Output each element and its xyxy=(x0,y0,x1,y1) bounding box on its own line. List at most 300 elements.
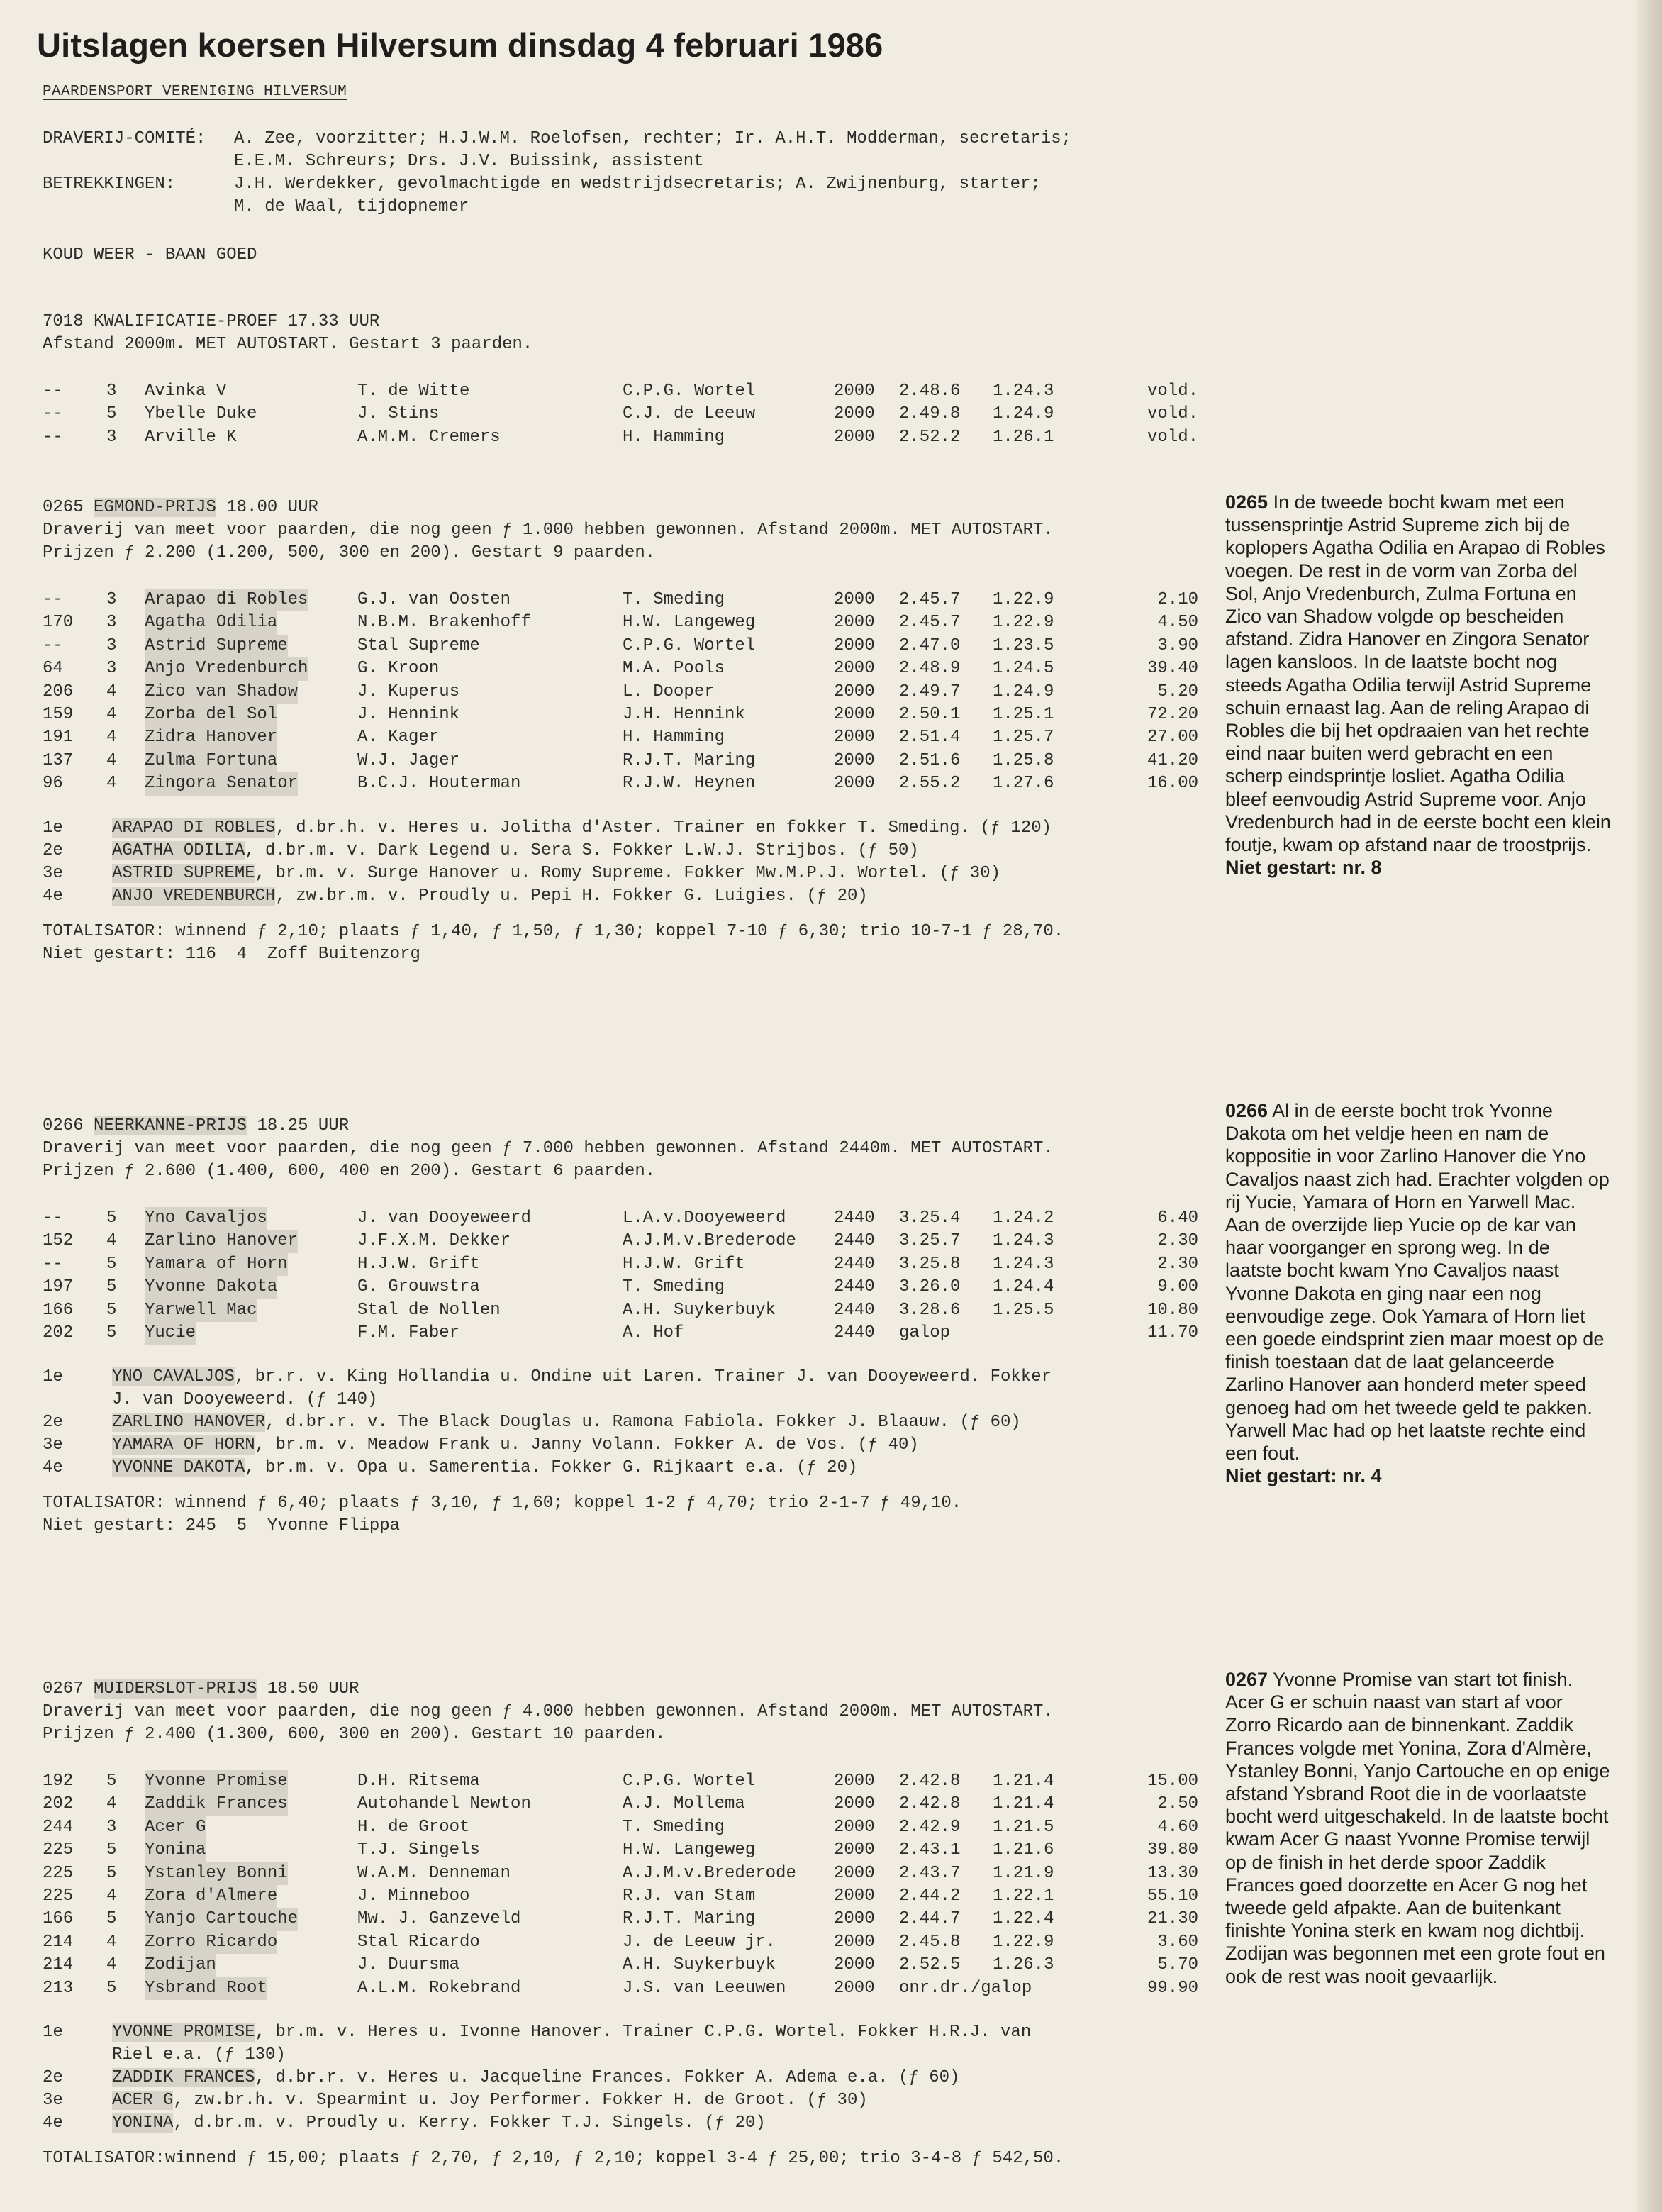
result-trainer: H. Hamming xyxy=(623,427,725,447)
result-horse: Ystanley Bonni xyxy=(145,1862,288,1885)
placing-text xyxy=(112,2112,1191,2135)
totalisator-line: TOTALISATOR:winnend ƒ 15,00; plaats ƒ 2,70, ƒ 2,10, ƒ 2,10; koppel 3-4 ƒ 25,00; trio 3-4-8 ƒ 542,50. xyxy=(43,2148,1064,2168)
result-row xyxy=(43,1322,1198,1345)
result-row xyxy=(43,772,1198,795)
committee-label: DRAVERIJ-COMITÉ: xyxy=(43,129,206,148)
placing-line xyxy=(43,2089,1191,2112)
race-conditions: Draverij van meet voor paarden, die nog geen ƒ 1.000 hebben gewonnen. Afstand 2000m. MET AUTOSTART. xyxy=(43,521,1054,540)
result-km: 1.26.1 xyxy=(993,427,1054,447)
weather-line: KOUD WEER - BAAN GOED xyxy=(43,245,257,265)
result-km: 1.22.9 xyxy=(993,590,1054,609)
comment-race-code: 0267 xyxy=(1225,1669,1268,1690)
placing-horse-name: ZARLINO HANOVER xyxy=(112,1413,266,1433)
result-km: 1.21.4 xyxy=(993,1772,1054,1791)
result-row xyxy=(43,1816,1198,1839)
placing-details: , zw.br.h. v. Spearmint u. Joy Performer. Fokker H. de Groot. (ƒ 30) xyxy=(173,2090,868,2110)
placing-line xyxy=(43,2112,1191,2135)
result-row xyxy=(43,681,1198,704)
result-dist: 2000 xyxy=(834,1840,875,1860)
result-driver: W.J. Jager xyxy=(357,750,460,770)
result-horse: Ybelle Duke xyxy=(145,404,257,424)
result-row xyxy=(43,1770,1198,1793)
result-nr: 159 xyxy=(43,704,74,724)
result-dist: 2000 xyxy=(834,659,875,679)
result-trainer: J.H. Hennink xyxy=(623,704,745,724)
result-driver: T. de Witte xyxy=(357,382,470,401)
result-horse: Yno Cavaljos xyxy=(145,1207,267,1230)
result-trainer: H. Hamming xyxy=(623,728,725,747)
result-age: 4 xyxy=(106,1955,117,1975)
result-time: 2.42.8 xyxy=(899,1772,961,1791)
result-time: 3.28.6 xyxy=(899,1300,961,1320)
result-nr: 191 xyxy=(43,728,74,747)
result-time: 3.26.0 xyxy=(899,1277,961,1297)
result-horse: Arapao di Robles xyxy=(145,589,308,611)
result-odds: 41.20 xyxy=(1147,750,1198,770)
result-km: 1.25.1 xyxy=(993,704,1054,724)
result-dist: 2000 xyxy=(834,1886,875,1906)
result-horse: Anjo Vredenburch xyxy=(145,657,308,680)
result-time: onr.dr./galop xyxy=(899,1978,1032,1998)
result-row xyxy=(43,1253,1198,1276)
result-km: 1.25.7 xyxy=(993,728,1054,747)
not-started-line: Niet gestart: 116 4 Zoff Buitenzorg xyxy=(43,944,420,964)
result-trainer: J. de Leeuw jr. xyxy=(623,1932,776,1952)
result-dist: 2000 xyxy=(834,1955,875,1975)
race-code: 0267 xyxy=(43,1679,84,1699)
result-horse: Yamara of Horn xyxy=(145,1253,288,1276)
race-conditions: Afstand 2000m. MET AUTOSTART. Gestart 3 paarden. xyxy=(43,335,533,354)
result-nr: -- xyxy=(43,427,63,447)
placing-horse-name: ANJO VREDENBURCH xyxy=(112,886,276,906)
placing-position: 1e xyxy=(43,818,63,838)
result-time: 2.52.2 xyxy=(899,427,961,447)
result-odds: 72.20 xyxy=(1147,704,1198,724)
result-nr: 166 xyxy=(43,1300,74,1320)
result-nr: 214 xyxy=(43,1955,74,1975)
placing-horse-name: YNO CAVALJOS xyxy=(112,1367,235,1387)
placing-details: , d.br.r. v. The Black Douglas u. Ramona Fabiola. Fokker J. Blaauw. (ƒ 60) xyxy=(265,1413,1021,1433)
result-horse: Zingora Senator xyxy=(145,772,298,795)
placing-line xyxy=(43,1366,1191,1411)
result-nr: -- xyxy=(43,1208,63,1228)
result-trainer: R.J.T. Maring xyxy=(623,1909,756,1929)
result-dist: 2000 xyxy=(834,590,875,609)
result-row xyxy=(43,1862,1198,1885)
result-trainer: C.P.G. Wortel xyxy=(623,1772,756,1791)
placing-text xyxy=(112,840,1191,862)
result-time: 2.55.2 xyxy=(899,774,961,794)
race-block xyxy=(43,311,1198,449)
placing-horse-name: ZADDIK FRANCES xyxy=(112,2067,255,2087)
race-time: 18.50 UUR xyxy=(267,1679,359,1699)
result-age: 3 xyxy=(106,613,117,633)
result-km: 1.24.3 xyxy=(993,1254,1054,1274)
result-horse: Ysbrand Root xyxy=(145,1977,267,2000)
result-row xyxy=(43,1793,1198,1816)
result-horse: Zarlino Hanover xyxy=(145,1230,298,1252)
result-age: 4 xyxy=(106,774,117,794)
result-time: 2.44.2 xyxy=(899,1886,961,1906)
result-horse: Yucie xyxy=(145,1322,196,1345)
result-trainer: A.H. Suykerbuyk xyxy=(623,1955,776,1975)
comment-text: Yvonne Promise van start tot finish. Acer G er schuin naast van start af voor Zorro Ricardo aan de binnenkant. Zaddik Frances volgde met Yonina, Zora d'Almère, Ystanley Bonni, Yanjo Cartouche en op enige afstand Ysbrand Root die in de voorlaatste bocht werd uitgeschakeld. In de laatste bocht kwam Acer G naast Yvonne Promise terwijl op de finish in het derde spoor Zaddik Frances goed doorzette en Acer G nog het tweede geld afpakte. Aan de buitenkant finishte Yonina sterk en kwam nog dichtbij. Zodijan was begonnen met een grote fout en ook de rest was nooit gevaarlijk. xyxy=(1225,1669,1610,1987)
race-time: 18.00 UUR xyxy=(226,498,318,517)
result-time: 2.43.1 xyxy=(899,1840,961,1860)
result-driver: G.J. van Oosten xyxy=(357,590,511,609)
placing-position: 2e xyxy=(43,840,63,860)
result-driver: B.C.J. Houterman xyxy=(357,774,521,794)
result-odds: 15.00 xyxy=(1147,1772,1198,1791)
result-driver: H.J.W. Grift xyxy=(357,1254,480,1274)
result-age: 3 xyxy=(106,635,117,655)
result-dist: 2000 xyxy=(834,750,875,770)
result-row xyxy=(43,726,1198,749)
race-name: NEERKANNE-PRIJS xyxy=(94,1116,247,1135)
result-driver: Autohandel Newton xyxy=(357,1794,531,1814)
placing-text xyxy=(112,817,1191,840)
race-name: KWALIFICATIE-PROEF xyxy=(94,312,278,331)
result-nr: 64 xyxy=(43,659,63,679)
placing-details: , d.br.m. v. Proudly u. Kerry. Fokker T.J. Singels. (ƒ 20) xyxy=(173,2113,766,2133)
result-horse: Arville K xyxy=(145,427,237,447)
result-trainer: M.A. Pools xyxy=(623,659,725,679)
result-trainer: R.J. van Stam xyxy=(623,1886,756,1906)
result-horse: Acer G xyxy=(145,1816,206,1839)
placing-horse-name: ASTRID SUPREME xyxy=(112,863,255,883)
result-age: 4 xyxy=(106,682,117,701)
staff-line-2: M. de Waal, tijdopnemer xyxy=(234,197,469,216)
result-dist: 2000 xyxy=(834,1794,875,1814)
result-nr: -- xyxy=(43,382,63,401)
comment-race-code: 0265 xyxy=(1225,491,1268,513)
result-time: 2.45.8 xyxy=(899,1932,961,1952)
result-age: 5 xyxy=(106,1277,117,1297)
placing-details: , d.br.m. v. Dark Legend u. Sera S. Fokker L.W.J. Strijbos. (ƒ 50) xyxy=(245,840,919,860)
result-dist: 2440 xyxy=(834,1300,875,1320)
race-conditions: Prijzen ƒ 2.600 (1.400, 600, 400 en 200). Gestart 6 paarden. xyxy=(43,1162,656,1181)
result-nr: 192 xyxy=(43,1772,74,1791)
race-code: 7018 xyxy=(43,312,84,331)
result-odds: 3.60 xyxy=(1157,1932,1198,1952)
result-km: 1.22.4 xyxy=(993,1909,1054,1929)
result-age: 5 xyxy=(106,404,117,424)
placing-line xyxy=(43,817,1191,840)
result-row xyxy=(43,589,1198,611)
placing-position: 3e xyxy=(43,2090,63,2110)
result-trainer: T. Smeding xyxy=(623,590,725,609)
placing-horse-name: ARAPAO DI ROBLES xyxy=(112,818,276,838)
result-km: 1.24.5 xyxy=(993,659,1054,679)
result-age: 5 xyxy=(106,1909,117,1929)
placing-position: 4e xyxy=(43,886,63,906)
result-nr: 96 xyxy=(43,774,63,794)
race-conditions: Prijzen ƒ 2.400 (1.300, 600, 300 en 200). Gestart 10 paarden. xyxy=(43,1725,666,1744)
result-horse: Zico van Shadow xyxy=(145,681,298,704)
result-row xyxy=(43,1230,1198,1252)
result-km: 1.23.5 xyxy=(993,635,1054,655)
placing-horse-name: YVONNE DAKOTA xyxy=(112,1458,245,1478)
placing-details: , d.br.h. v. Heres u. Jolitha d'Aster. Trainer en fokker T. Smeding. (ƒ 120) xyxy=(275,818,1052,838)
result-trainer: R.J.T. Maring xyxy=(623,750,756,770)
result-dist: 2000 xyxy=(834,1978,875,1998)
result-row xyxy=(43,1954,1198,1977)
result-age: 5 xyxy=(106,1772,117,1791)
race-time: 18.25 UUR xyxy=(257,1116,350,1135)
result-trainer: A. Hof xyxy=(623,1323,684,1343)
result-horse: Zora d'Almere xyxy=(145,1885,277,1908)
comment-not-started: Niet gestart: nr. 8 xyxy=(1225,857,1382,879)
result-odds: 9.00 xyxy=(1157,1277,1198,1297)
staff-label: BETREKKINGEN: xyxy=(43,174,176,194)
placing-position: 2e xyxy=(43,1413,63,1433)
placing-horse-name: ACER G xyxy=(112,2090,174,2110)
result-time: 2.52.5 xyxy=(899,1955,961,1975)
result-row xyxy=(43,1931,1198,1954)
placing-line xyxy=(43,1434,1191,1457)
result-row xyxy=(43,1885,1198,1908)
result-time: 2.49.8 xyxy=(899,404,961,424)
result-nr: 202 xyxy=(43,1323,74,1343)
placing-line xyxy=(43,862,1191,885)
placing-details: , d.br.r. v. Heres u. Jacqueline Frances. Fokker A. Adema e.a. (ƒ 60) xyxy=(255,2067,960,2087)
result-trainer: A.J. Mollema xyxy=(623,1794,745,1814)
result-odds: 39.80 xyxy=(1147,1840,1198,1860)
result-driver: J. Hennink xyxy=(357,704,460,724)
result-odds: 3.90 xyxy=(1157,635,1198,655)
result-time: 2.45.7 xyxy=(899,613,961,633)
result-time: 2.51.4 xyxy=(899,728,961,747)
result-horse: Avinka V xyxy=(145,382,227,401)
result-row xyxy=(43,1207,1198,1230)
result-row xyxy=(43,1299,1198,1322)
result-odds: 5.20 xyxy=(1157,682,1198,701)
result-driver: J. Duursma xyxy=(357,1955,460,1975)
placing-position: 4e xyxy=(43,2113,63,2133)
result-horse: Zorro Ricardo xyxy=(145,1931,277,1954)
result-driver: D.H. Ritsema xyxy=(357,1772,480,1791)
placing-position: 1e xyxy=(43,1367,63,1387)
result-nr: -- xyxy=(43,590,63,609)
result-horse: Yarwell Mac xyxy=(145,1299,257,1322)
result-nr: 152 xyxy=(43,1231,74,1251)
result-horse: Yonina xyxy=(145,1839,206,1862)
comment-text: In de tweede bocht kwam met een tussensprintje Astrid Supreme zich bij de koplopers Agatha Odilia en Arapao di Robles voegen. De rest in de vorm van Zorba del Sol, Anjo Vredenburch, Zulma Fortuna en Zico van Shadow volgde op bescheiden afstand. Zidra Hanover en Zingora Senator lagen kansloos. In de laatste bocht nog steeds Agatha Odilia terwijl Astrid Supreme schuin ernaast lag. Aan de reling Arapao di Robles die bij het opdraaien van het rechte eind naar buiten werd gebracht en een scherp eindsprintje losliet. Agatha Odilia bleef eenvoudig Astrid Supreme voor. Anjo Vredenburch had in de eerste bocht een klein foutje, kwam op afstand naar de troostprijs. xyxy=(1225,491,1611,856)
result-nr: 244 xyxy=(43,1817,74,1837)
result-nr: 166 xyxy=(43,1909,74,1929)
placing-details: , br.m. v. Heres u. Ivonne Hanover. Trainer C.P.G. Wortel. Fokker H.R.J. van Riel e.a. (ƒ 130) xyxy=(112,2022,1032,2064)
placing-details: , br.m. v. Meadow Frank u. Janny Volann. Fokker A. de Vos. (ƒ 40) xyxy=(255,1435,919,1455)
result-driver: H. de Groot xyxy=(357,1817,470,1837)
totalisator-line: TOTALISATOR: winnend ƒ 6,40; plaats ƒ 3,10, ƒ 1,60; koppel 1-2 ƒ 4,70; trio 2-1-7 ƒ 49,10. xyxy=(43,1494,962,1513)
result-odds: 4.60 xyxy=(1157,1817,1198,1837)
race-code: 0266 xyxy=(43,1116,84,1135)
placing-text xyxy=(112,2067,1191,2089)
race-header xyxy=(43,1678,1191,1701)
result-dist: 2000 xyxy=(834,1932,875,1952)
result-km: 1.24.9 xyxy=(993,404,1054,424)
result-time: 2.47.0 xyxy=(899,635,961,655)
result-age: 5 xyxy=(106,1863,117,1883)
result-dist: 2000 xyxy=(834,613,875,633)
result-driver: G. Kroon xyxy=(357,659,440,679)
result-age: 3 xyxy=(106,659,117,679)
result-nr: 214 xyxy=(43,1932,74,1952)
placing-text xyxy=(112,2089,1191,2112)
race-code: 0265 xyxy=(43,498,84,517)
result-horse: Yanjo Cartouche xyxy=(145,1908,298,1930)
result-driver: T.J. Singels xyxy=(357,1840,480,1860)
result-km: 1.24.3 xyxy=(993,1231,1054,1251)
result-time: 2.42.9 xyxy=(899,1817,961,1837)
result-odds: vold. xyxy=(1147,382,1198,401)
result-time: 3.25.8 xyxy=(899,1254,961,1274)
result-row xyxy=(43,704,1198,726)
result-row xyxy=(43,635,1198,657)
result-dist: 2000 xyxy=(834,774,875,794)
result-row xyxy=(43,380,1198,403)
result-driver: A.M.M. Cremers xyxy=(357,427,501,447)
committee-line-1: A. Zee, voorzitter; H.J.W.M. Roelofsen, rechter; Ir. A.H.T. Modderman, secretaris; xyxy=(234,129,1071,148)
association-name: PAARDENSPORT VERENIGING HILVERSUM xyxy=(43,84,347,100)
result-km: 1.25.8 xyxy=(993,750,1054,770)
result-dist: 2440 xyxy=(834,1323,875,1343)
race-name: MUIDERSLOT-PRIJS xyxy=(94,1679,257,1699)
race-comment xyxy=(1225,1099,1611,1487)
result-dist: 2000 xyxy=(834,404,875,424)
placing-position: 4e xyxy=(43,1458,63,1478)
result-driver: J. Minneboo xyxy=(357,1886,470,1906)
placing-text xyxy=(112,885,1191,908)
result-nr: 225 xyxy=(43,1863,74,1883)
result-odds: vold. xyxy=(1147,404,1198,424)
result-km: 1.24.9 xyxy=(993,682,1054,701)
result-nr: 225 xyxy=(43,1886,74,1906)
race-block xyxy=(43,1115,1198,1538)
result-odds: 2.10 xyxy=(1157,590,1198,609)
race-block xyxy=(43,496,1198,966)
result-km: 1.24.3 xyxy=(993,382,1054,401)
result-odds: 2.50 xyxy=(1157,1794,1198,1814)
result-row xyxy=(43,1276,1198,1299)
result-km: 1.22.9 xyxy=(993,613,1054,633)
page-spine-shadow xyxy=(1636,0,1662,2212)
result-time: galop xyxy=(899,1323,951,1343)
race-name: EGMOND-PRIJS xyxy=(94,498,216,517)
result-driver: J.F.X.M. Dekker xyxy=(357,1231,511,1251)
placing-details: , br.r. v. King Hollandia u. Ondine uit Laren. Trainer J. van Dooyeweerd. Fokker J. van Dooyeweerd. (ƒ 140) xyxy=(112,1367,1052,1410)
placing-text xyxy=(112,2021,1191,2067)
result-dist: 2000 xyxy=(834,1909,875,1929)
result-horse: Zidra Hanover xyxy=(145,726,277,749)
result-trainer: R.J.W. Heynen xyxy=(623,774,756,794)
result-driver: N.B.M. Brakenhoff xyxy=(357,613,531,633)
comment-text: Al in de eerste bocht trok Yvonne Dakota om het veldje heen en nam de koppositie in voor Zarlino Hanover die Yno Cavaljos naast zich had. Erachter volgden op rij Yucie, Yamara of Horn en Yarwell Mac. Aan de overzijde liep Yucie op de kar van haar voorganger en sprong weg. In de laatste bocht kwam Yno Cavaljos naast Yvonne Dakota en ging naar een nog eenvoudige zege. Ook Yamara of Horn liet een goede eindsprint zien maar moest op de finish toestaan dat de laat gelanceerde Zarlino Hanover aan honderd meter speed genoeg had om het tweede geld te pakken. Yarwell Mac had op het laatste rechte eind een fout. xyxy=(1225,1100,1610,1465)
result-nr: 197 xyxy=(43,1277,74,1297)
result-odds: 99.90 xyxy=(1147,1978,1198,1998)
totalisator-line: TOTALISATOR: winnend ƒ 2,10; plaats ƒ 1,40, ƒ 1,50, ƒ 1,30; koppel 7-10 ƒ 6,30; trio 10-7-1 ƒ 28,70. xyxy=(43,921,1064,941)
result-dist: 2000 xyxy=(834,635,875,655)
placing-line xyxy=(43,2067,1191,2089)
result-time: 3.25.4 xyxy=(899,1208,961,1228)
result-dist: 2440 xyxy=(834,1208,875,1228)
result-driver: A. Kager xyxy=(357,728,440,747)
result-km: 1.24.2 xyxy=(993,1208,1054,1228)
result-age: 3 xyxy=(106,427,117,447)
result-odds: 21.30 xyxy=(1147,1909,1198,1929)
race-comment xyxy=(1225,491,1611,879)
result-odds: 2.30 xyxy=(1157,1231,1198,1251)
result-km: 1.25.5 xyxy=(993,1300,1054,1320)
result-driver: J. van Dooyeweerd xyxy=(357,1208,531,1228)
result-horse: Zodijan xyxy=(145,1954,216,1977)
result-km: 1.21.4 xyxy=(993,1794,1054,1814)
result-age: 3 xyxy=(106,590,117,609)
result-dist: 2000 xyxy=(834,682,875,701)
result-trainer: L. Dooper xyxy=(623,682,715,701)
result-age: 4 xyxy=(106,1794,117,1814)
result-km: 1.21.5 xyxy=(993,1817,1054,1837)
result-trainer: A.H. Suykerbuyk xyxy=(623,1300,776,1320)
result-km: 1.26.3 xyxy=(993,1955,1054,1975)
placing-horse-name: YONINA xyxy=(112,2113,174,2133)
placing-line xyxy=(43,1411,1191,1434)
result-row xyxy=(43,403,1198,426)
result-driver: Stal de Nollen xyxy=(357,1300,501,1320)
result-age: 5 xyxy=(106,1254,117,1274)
comment-race-code: 0266 xyxy=(1225,1100,1268,1121)
result-dist: 2440 xyxy=(834,1231,875,1251)
result-trainer: L.A.v.Dooyeweerd xyxy=(623,1208,786,1228)
result-driver: F.M. Faber xyxy=(357,1323,460,1343)
result-odds: 4.50 xyxy=(1157,613,1198,633)
result-km: 1.24.4 xyxy=(993,1277,1054,1297)
race-block xyxy=(43,1678,1198,2170)
result-row xyxy=(43,750,1198,772)
placing-line xyxy=(43,885,1191,908)
placing-line xyxy=(43,2021,1191,2067)
result-km: 1.27.6 xyxy=(993,774,1054,794)
result-nr: 206 xyxy=(43,682,74,701)
result-dist: 2000 xyxy=(834,427,875,447)
placing-text xyxy=(112,1411,1191,1434)
result-driver: A.L.M. Rokebrand xyxy=(357,1978,521,1998)
result-dist: 2000 xyxy=(834,1863,875,1883)
result-driver: J. Kuperus xyxy=(357,682,460,701)
placing-text xyxy=(112,1457,1191,1479)
placing-text xyxy=(112,1434,1191,1457)
result-dist: 2440 xyxy=(834,1254,875,1274)
result-driver: Stal Ricardo xyxy=(357,1932,480,1952)
result-dist: 2440 xyxy=(834,1277,875,1297)
result-time: 2.49.7 xyxy=(899,682,961,701)
result-time: 2.43.7 xyxy=(899,1863,961,1883)
result-time: 2.51.6 xyxy=(899,750,961,770)
result-driver: Mw. J. Ganzeveld xyxy=(357,1909,521,1929)
result-odds: 16.00 xyxy=(1147,774,1198,794)
result-age: 4 xyxy=(106,728,117,747)
result-km: 1.22.9 xyxy=(993,1932,1054,1952)
result-driver: Stal Supreme xyxy=(357,635,480,655)
not-started-line: Niet gestart: 245 5 Yvonne Flippa xyxy=(43,1516,401,1536)
result-age: 4 xyxy=(106,750,117,770)
result-time: 2.50.1 xyxy=(899,704,961,724)
result-horse: Astrid Supreme xyxy=(145,635,288,657)
result-horse: Zaddik Frances xyxy=(145,1793,288,1816)
result-nr: -- xyxy=(43,635,63,655)
race-conditions: Draverij van meet voor paarden, die nog geen ƒ 4.000 hebben gewonnen. Afstand 2000m. MET AUTOSTART. xyxy=(43,1702,1054,1721)
result-time: 2.48.9 xyxy=(899,659,961,679)
